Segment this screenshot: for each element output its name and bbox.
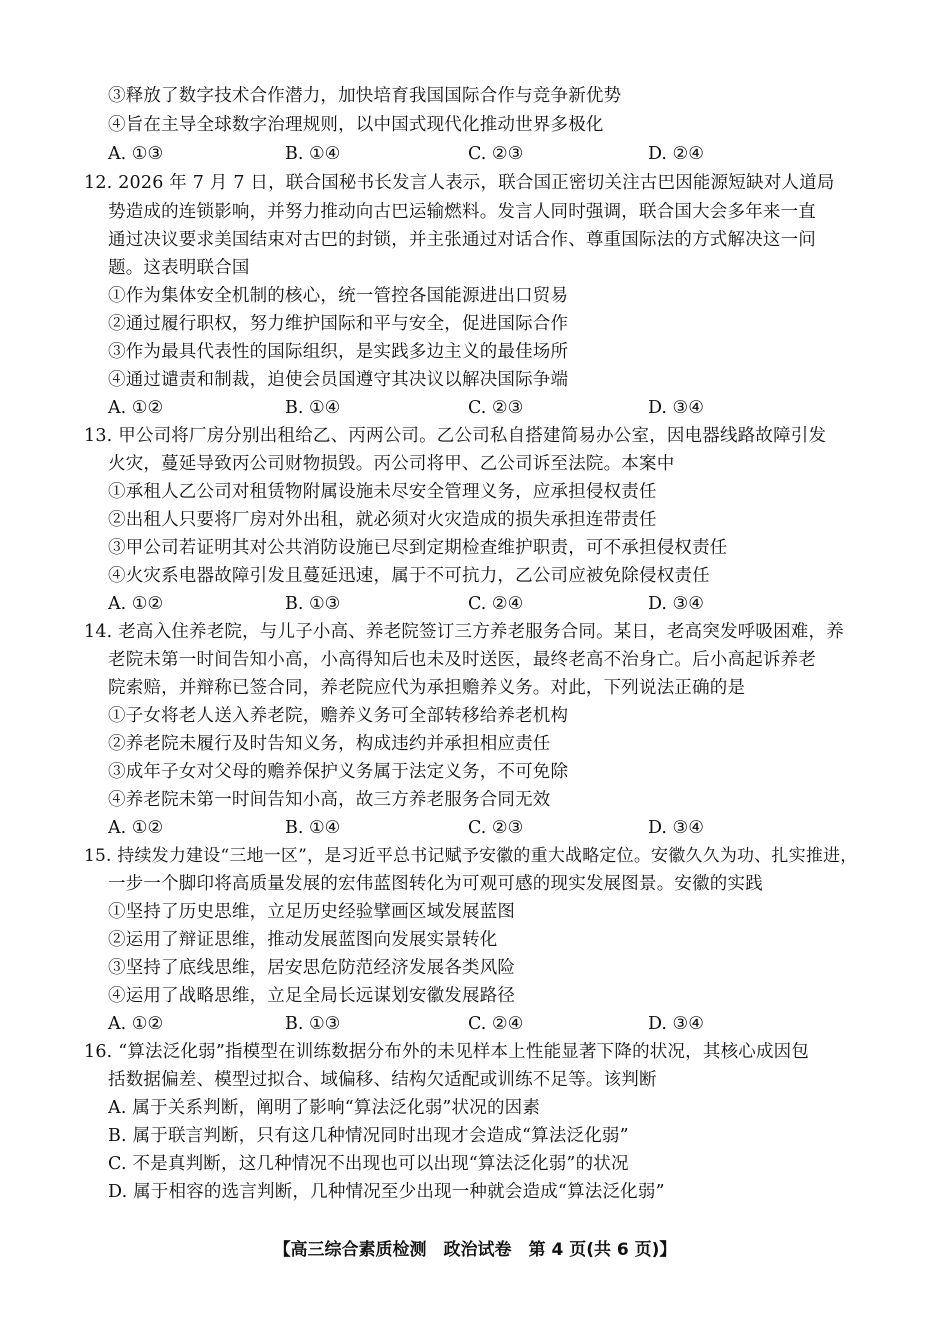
q15-options [108, 1012, 828, 1036]
q12-stem-line-2: 势造成的连锁影响，并努力推动向古巴运输燃料。发言人同时强调，联合国大会多年来一直 [108, 202, 816, 222]
q14-stem-line-1: 14. 老高入住养老院，与儿子小高、养老院签订三方养老服务合同。某日，老高突发呼吸困难，养 [84, 622, 844, 642]
q15-stem-line-1: 15. 持续发力建设“三地一区”，是习近平总书记赋予安徽的重大战略定位。安徽久久为功、扎实推进， [84, 846, 858, 866]
q15-option-c: C. ②④ [468, 1014, 524, 1034]
q14-item-4: ④养老院未第一时间告知小高，故三方养老服务合同无效 [108, 790, 551, 810]
q14-option-d: D. ③④ [648, 818, 704, 838]
q11-option-d: D. ②④ [648, 144, 704, 164]
q16-choice-d: D. 属于相容的选言判断，几种情况至少出现一种就会造成“算法泛化弱” [108, 1182, 665, 1202]
q14-item-3: ③成年子女对父母的赡养保护义务属于法定义务，不可免除 [108, 762, 569, 782]
q15-item-2: ②运用了辩证思维，推动发展蓝图向发展实景转化 [108, 930, 498, 950]
q15-option-d: D. ③④ [648, 1014, 704, 1034]
q12-item-4: ④通过谴责和制裁，迫使会员国遵守其决议以解决国际争端 [108, 370, 569, 390]
q12-option-c: C. ②③ [468, 398, 524, 418]
q16-choice-a: A. 属于关系判断，阐明了影响“算法泛化弱”状况的因素 [108, 1098, 541, 1118]
q15-option-b: B. ①③ [285, 1014, 341, 1034]
q13-options [108, 592, 828, 616]
q12-stem-line-4: 题。这表明联合国 [108, 258, 250, 278]
q12-option-a: A. ①② [108, 398, 164, 418]
q11-options [108, 142, 828, 166]
q12-item-2: ②通过履行职权，努力维护国际和平与安全，促进国际合作 [108, 314, 569, 334]
q14-option-b: B. ①④ [285, 818, 341, 838]
q14-stem-line-2: 老院未第一时间告知小高，小高得知后也未及时送医，最终老高不治身亡。后小高起诉养老 [108, 650, 816, 670]
q16-choice-c: C. 不是真判断，这几种情况不出现也可以出现“算法泛化弱”的状况 [108, 1154, 629, 1174]
q13-item-4: ④火灾系电器故障引发且蔓延迅速，属于不可抗力，乙公司应被免除侵权责任 [108, 566, 710, 586]
q12-option-d: D. ③④ [648, 398, 704, 418]
q15-option-a: A. ①② [108, 1014, 164, 1034]
q15-item-1: ①坚持了历史思维，立足历史经验擘画区域发展蓝图 [108, 902, 516, 922]
q11-item-4: ④旨在主导全球数字治理规则，以中国式现代化推动世界多极化 [108, 115, 604, 135]
q13-option-b: B. ①③ [285, 594, 341, 614]
q13-item-3: ③甲公司若证明其对公共消防设施已尽到定期检查维护职责，可不承担侵权责任 [108, 538, 728, 558]
q14-stem-line-3: 院索赔，并辩称已签合同，养老院应代为承担赡养义务。对此，下列说法正确的是 [108, 678, 746, 698]
q13-stem-line-1: 13. 甲公司将厂房分别出租给乙、丙两公司。乙公司私自搭建简易办公室，因电器线路故障引发 [84, 426, 827, 446]
q14-item-1: ①子女将老人送入养老院，赡养义务可全部转移给养老机构 [108, 706, 569, 726]
q16-stem-line-1: 16. “算法泛化弱”指模型在训练数据分布外的未见样本上性能显著下降的状况，其核心成因包 [84, 1042, 810, 1062]
q15-stem-line-2: 一步一个脚印将高质量发展的宏伟蓝图转化为可观可感的现实发展图景。安徽的实践 [108, 874, 763, 894]
q11-option-a: A. ①③ [108, 144, 164, 164]
q16-choice-b: B. 属于联言判断，只有这几种情况同时出现才会造成“算法泛化弱” [108, 1126, 629, 1146]
q12-item-3: ③作为最具代表性的国际组织，是实践多边主义的最佳场所 [108, 342, 569, 362]
q11-item-3: ③释放了数字技术合作潜力，加快培育我国国际合作与竞争新优势 [108, 86, 622, 106]
q14-options [108, 816, 828, 840]
q14-option-a: A. ①② [108, 818, 164, 838]
q15-item-3: ③坚持了底线思维，居安思危防范经济发展各类风险 [108, 958, 516, 978]
page-footer: 【高三综合素质检测 政治试卷 第 4 页(共 6 页)】 [273, 1240, 677, 1260]
q13-item-1: ①承租人乙公司对租赁物附属设施未尽安全管理义务，应承担侵权责任 [108, 482, 657, 502]
q13-option-a: A. ①② [108, 594, 164, 614]
q12-item-1: ①作为集体安全机制的核心，统一管控各国能源进出口贸易 [108, 286, 569, 306]
q13-stem-line-2: 火灾，蔓延导致丙公司财物损毁。丙公司将甲、乙公司诉至法院。本案中 [108, 454, 675, 474]
q11-option-c: C. ②③ [468, 144, 524, 164]
q14-item-2: ②养老院未履行及时告知义务，构成违约并承担相应责任 [108, 734, 551, 754]
q12-options [108, 396, 828, 420]
q16-stem-line-2: 括数据偏差、模型过拟合、域偏移、结构欠适配或训练不足等。该判断 [108, 1070, 657, 1090]
q12-option-b: B. ①④ [285, 398, 341, 418]
q14-option-c: C. ②③ [468, 818, 524, 838]
q12-stem-line-3: 通过决议要求美国结束对古巴的封锁，并主张通过对话合作、尊重国际法的方式解决这一问 [108, 230, 816, 250]
q12-stem-line-1: 12. 2026 年 7 月 7 日，联合国秘书长发言人表示，联合国正密切关注古巴因能源短缺对人道局 [84, 173, 835, 193]
q13-option-c: C. ②④ [468, 594, 524, 614]
q11-option-b: B. ①④ [285, 144, 341, 164]
q15-item-4: ④运用了战略思维，立足全局长远谋划安徽发展路径 [108, 986, 516, 1006]
q13-item-2: ②出租人只要将厂房对外出租，就必须对火灾造成的损失承担连带责任 [108, 510, 657, 530]
q13-option-d: D. ③④ [648, 594, 704, 614]
